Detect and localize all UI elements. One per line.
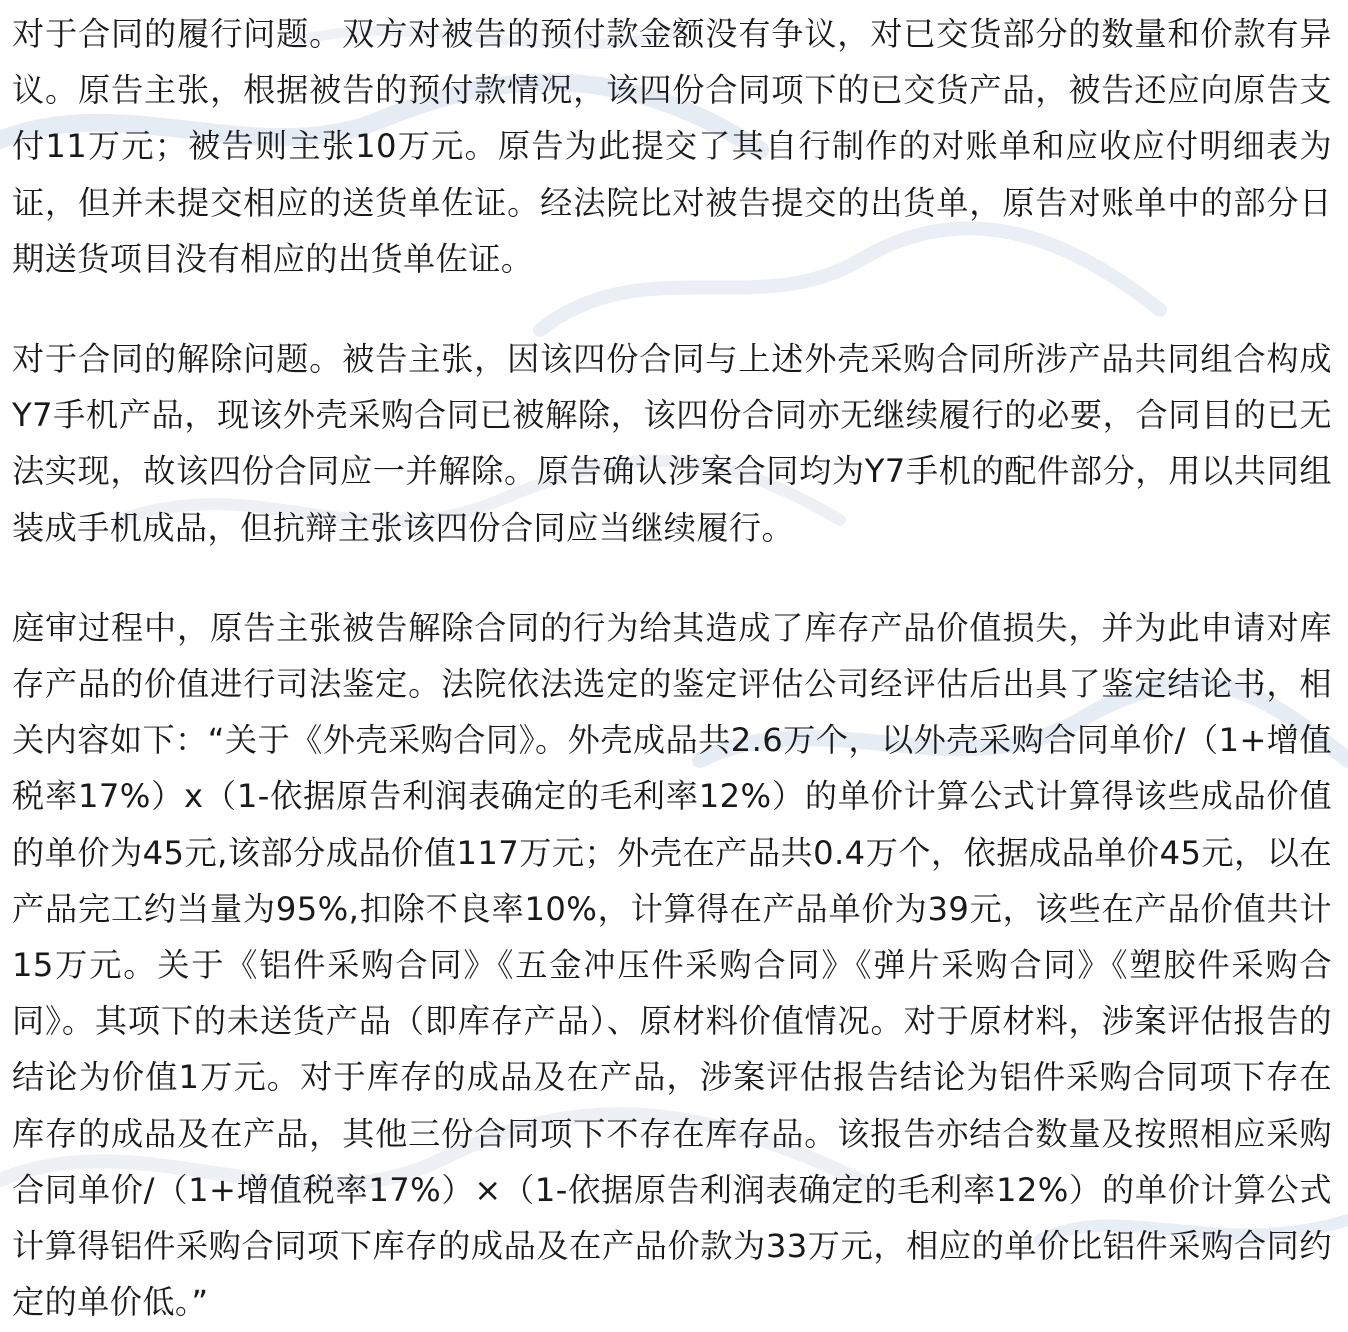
paragraph-gap xyxy=(12,556,1332,600)
paragraph-contract-termination: 对于合同的解除问题。被告主张，因该四份合同与上述外壳采购合同所涉产品共同组合构成Y7手机产品，现该外壳采购合同已被解除，该四份合同亦无继续履行的必要，合同目的已无法实现，故该四份合同应一并解除。原告确认涉案合同均为Y7手机的配件部分，用以共同组装成手机成品，但抗辩主张该四份合同应当继续履行。 xyxy=(12,340,1332,547)
paragraph-contract-performance: 对于合同的履行问题。双方对被告的预付款金额没有争议，对已交货部分的数量和价款有异议。原告主张，根据被告的预付款情况，该四份合同项下的已交货产品，被告还应向原告支付11万元；被告则主张10万元。原告为此提交了其自行制作的对账单和应收应付明细表为证，但并未提交相应的送货单佐证。经法院比对被告提交的出货单，原告对账单中的部分日期送货项目没有相应的出货单佐证。 xyxy=(12,15,1332,278)
paragraph-inventory-appraisal: 庭审过程中，原告主张被告解除合同的行为给其造成了库存产品价值损失，并为此申请对库存产品的价值进行司法鉴定。法院依法选定的鉴定评估公司经评估后出具了鉴定结论书，相关内容如下：“关于《外壳采购合同》。外壳成品共2.6万个，以外壳采购合同单价/（1+增值税率17%）x（1-依据原告利润表确定的毛利率12%）的单价计算公式计算得该些成品价值的单价为45元,该部分成品价值117万元；外壳在产品共0.4万个，依据成品单价45元，以在产品完工约当量为95%,扣除不良率10%，计算得在产品单价为39元，该些在产品价值共计15万元。关于《铝件采购合同》《五金冲压件采购合同》《弹片采购合同》《塑胶件采购合同》。其项下的未送货产品（即库存产品）、原材料价值情况。对于原材料，涉案评估报告的结论为价值1万元。对于库存的成品及在产品，涉案评估报告结论为铝件采购合同项下存在库存的成品及在产品，其他三份合同项下不存在库存品。该报告亦结合数量及按照相应采购合同单价/（1+增值税率17%）×（1-依据原告利润表确定的毛利率12%）的单价计算公式计算得铝件采购合同项下库存的成品及在产品价款为33万元，相应的单价比铝件采购合同约定的单价低。” xyxy=(12,608,1332,1322)
article-body xyxy=(12,6,1332,1330)
paragraph-gap xyxy=(12,287,1332,331)
